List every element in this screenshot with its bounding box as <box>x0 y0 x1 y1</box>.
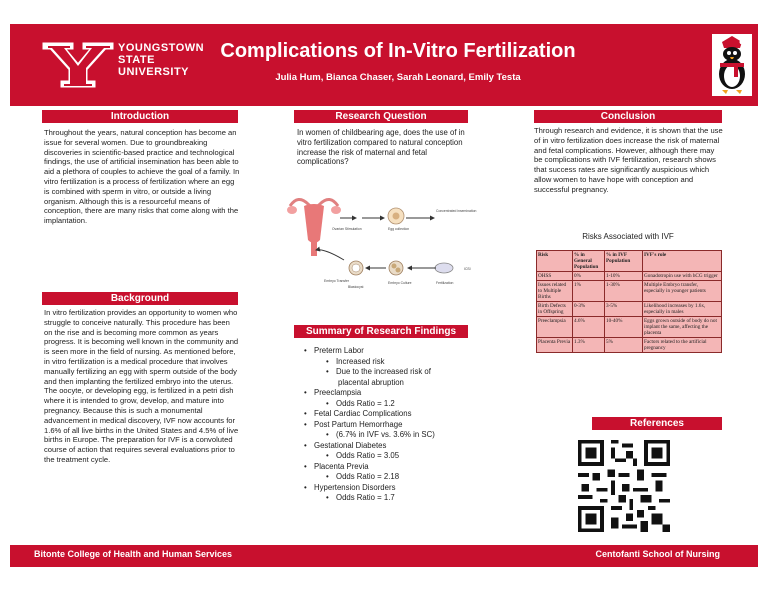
petri-dish-icon <box>435 263 453 273</box>
background-text: In vitro fertilization provides an opportunity to women who struggle to conceive naturally. This procedure has been on the rise and is becoming more common as years progress. It is becoming well known in the community and is seen more in the field of nursing. As mentioned before, in vitro fertilization is a medical procedure that involves manually fertilizing an egg with sperm outside of the body and then implanting the fertilized embryo into the uterus. The oocyte, or developing egg, is fertilized in a petri dish where it is intended to grow, develop, and mature into pregnancy. Because this is such a monumental advancement in medical discovery, IVF now accounts for 1.6% of all live births in the United States and 4.5% of live births in Europe. The preparation for IVF is a convoluted course of action that requires several evaluations prior to the treatment cycle. <box>44 308 239 464</box>
finding-subitem: • (6.7% in IVF vs. 3.6% in SC) <box>314 430 472 441</box>
risk-table-row <box>537 272 722 281</box>
risk-table-cell: 1-30% <box>605 281 643 302</box>
references-heading: References <box>592 417 722 430</box>
finding-item: • Hypertension Disorders <box>314 483 472 494</box>
finding-item: • Gestational Diabetes <box>314 441 472 452</box>
blastocyst-icon <box>349 261 363 275</box>
risk-table-cell: Birth Defects in Offspring <box>537 302 573 317</box>
risk-table-cell: Issues related to Multiple Births <box>537 281 573 302</box>
risk-table <box>536 250 722 353</box>
university-line-1: YOUNGSTOWN <box>118 42 205 54</box>
finding-subitem: • Odds Ratio = 2.18 <box>314 472 472 483</box>
risk-table-header: % in General Population <box>573 251 605 272</box>
risk-table-cell: Gonadotropin use with hCG trigger <box>643 272 722 281</box>
conclusion-text: Through research and evidence, it is shown that the use of in vitro fertilization does increase the risk of maternal and fetal complications. However, although there may be complications with IVF fertilization, research shows that success rates are significantly auspicious which allow women to have hope with conception and successful pregnancy. <box>534 126 723 194</box>
risk-table-container <box>536 250 722 353</box>
diagram-label: Embryo Culture <box>388 281 412 285</box>
risk-table-cell: Preeclampsia <box>537 317 573 338</box>
university-line-2: STATE <box>118 54 155 66</box>
finding-item: • Placenta Previa <box>314 462 472 473</box>
risk-table-cell: Placenta Previa <box>537 338 573 353</box>
finding-item: • Fetal Cardiac Complications <box>314 409 472 420</box>
risk-table-cell: 1% <box>573 281 605 302</box>
qr-code-icon[interactable] <box>578 440 670 532</box>
ivf-process-diagram <box>284 188 480 292</box>
university-name <box>118 42 204 78</box>
finding-item: • Preterm Labor <box>314 346 472 357</box>
finding-item: • Post Partum Hemorrhage <box>314 420 472 431</box>
footer-college: Bitonte College of Health and Human Services <box>34 549 233 559</box>
risk-table-cell: 3-5% <box>605 302 643 317</box>
diagram-label: Blastocyst <box>348 285 364 289</box>
risk-table-header: Risk <box>537 251 573 272</box>
diagram-label: Ovarian Stimulation <box>332 227 362 231</box>
diagram-label: Egg collection <box>388 227 410 231</box>
risk-table-header: IVF's role <box>643 251 722 272</box>
egg-icon <box>388 208 404 224</box>
risk-table-cell: Likelihood increases by 1.6x, especially in males <box>643 302 722 317</box>
risk-table-caption: Risks Associated with IVF <box>582 232 674 241</box>
finding-subitem: • Increased risk <box>314 357 472 368</box>
risk-table-cell: 0% <box>573 272 605 281</box>
risk-table-cell: 1-10% <box>605 272 643 281</box>
risk-table-cell: Eggs grown outside of body do not implant the same, affecting the placenta <box>643 317 722 338</box>
risk-table-cell: 0-3% <box>573 302 605 317</box>
finding-subitem: • Odds Ratio = 1.7 <box>314 493 472 504</box>
diagram-label: ICSI <box>464 267 471 271</box>
risk-table-cell: 10-40% <box>605 317 643 338</box>
conclusion-heading: Conclusion <box>534 110 722 123</box>
risk-table-row <box>537 281 722 302</box>
risk-table-row <box>537 302 722 317</box>
embryo-icon <box>389 261 403 275</box>
risk-table-cell: Factors related to the artificial pregnancy <box>643 338 722 353</box>
university-line-3: UNIVERSITY <box>118 66 190 78</box>
research-question-text: In women of childbearing age, does the use of in vitro fertilization compared to natural conception increase the risk of maternal and fetal complications? <box>297 128 465 167</box>
finding-subitem: • Odds Ratio = 1.2 <box>314 399 472 410</box>
risk-table-row <box>537 338 722 353</box>
background-heading: Background <box>42 292 238 305</box>
introduction-text: Throughout the years, natural conception has become an issue for several women. Due to groundbreaking discoveries in scientific-based practice and technological findings, the use of artificial insemination has been able to aid a plethora of couples to achieve the goal of a family. In vitro fertilization is a process of fertilization where an egg is combined with sperm in vitro, or outside a living organism. Although this is a resourceful means of conception, there are many risks that come along with the implantation. <box>44 128 240 226</box>
risk-table-cell: OHSS <box>537 272 573 281</box>
penguin-mascot-icon <box>712 34 752 96</box>
finding-subitem: placental abruption <box>338 377 404 387</box>
risk-table-header: % in IVF Population <box>605 251 643 272</box>
finding-item: • Preeclampsia <box>314 388 472 399</box>
findings-heading: Summary of Research Findings <box>294 325 468 338</box>
diagram-label: Fertilization <box>436 281 454 285</box>
footer-school: Centofanti School of Nursing <box>595 549 720 559</box>
diagram-label: Concentrated insemination <box>436 209 477 213</box>
diagram-label: Embryo Transfer <box>324 279 350 283</box>
finding-subitem: • Due to the increased risk of <box>314 367 472 378</box>
risk-table-cell: 1.3% <box>573 338 605 353</box>
risk-table-row <box>537 317 722 338</box>
risk-table-cell: Multiple Embryo transfer, especially in younger patients <box>643 281 722 302</box>
finding-subitem: • Odds Ratio = 3.05 <box>314 451 472 462</box>
poster-authors: Julia Hum, Bianca Chaser, Sarah Leonard, Emily Testa <box>275 72 521 83</box>
poster-title: Complications of In-Vitro Fertilization <box>220 40 576 62</box>
findings-list <box>300 346 472 504</box>
introduction-heading: Introduction <box>42 110 238 123</box>
research-question-heading: Research Question <box>294 110 468 123</box>
risk-table-cell: 5% <box>605 338 643 353</box>
risk-table-cell: 4.6% <box>573 317 605 338</box>
